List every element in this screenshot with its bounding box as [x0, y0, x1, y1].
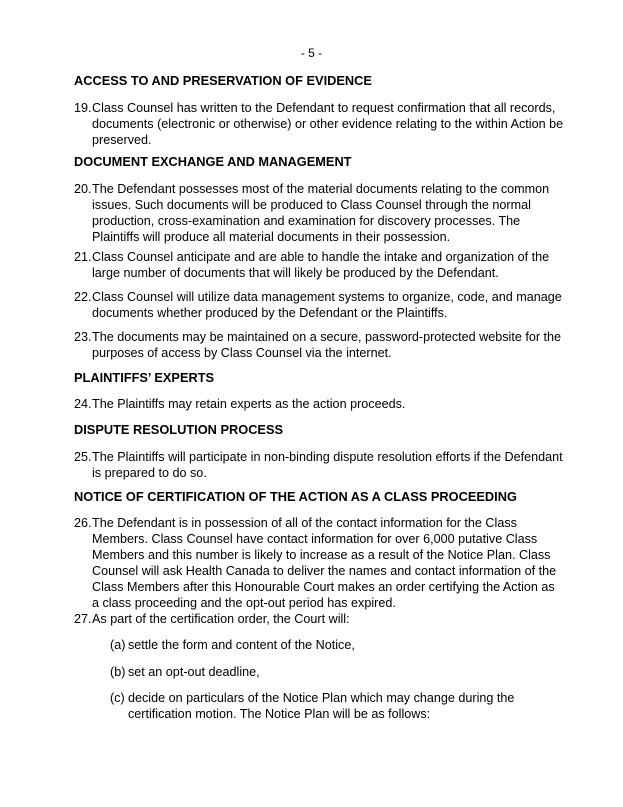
subitem-b [110, 664, 530, 680]
subitem-label: (b) [110, 665, 126, 679]
section-heading-document-exchange: DOCUMENT EXCHANGE AND MANAGEMENT [74, 154, 352, 169]
paragraph-number: 25. [74, 450, 92, 464]
paragraph-20 [74, 181, 564, 245]
paragraph-27 [74, 611, 564, 627]
page-number: - 5 - [300, 46, 323, 60]
paragraph-text: The Plaintiffs will participate in non-binding dispute resolution efforts if the Defendant is prepared to do so. [92, 450, 563, 480]
paragraph-number: 20. [74, 182, 92, 196]
paragraph-text: The Defendant is in possession of all of the contact information for the Class Members. Class Counsel have contact information for over 6,000 putative Class Members and this number is likely to increase as a result of the Notice Plan. Class Counsel will ask Health Canada to deliver the names and contact information of the Class Members after this Honourable Court makes an order certifying the Action as a class proceeding and the opt-out period has expired. [92, 516, 557, 610]
paragraph-text: Class Counsel has written to the Defendant to request confirmation that all records, documents (electronic or otherwise) or other evidence relating to the within Action be preserved. [92, 101, 564, 147]
paragraph-text: As part of the certification order, the Court will: [92, 612, 350, 626]
paragraph-23 [74, 329, 564, 361]
subitem-c [110, 690, 530, 722]
paragraph-19 [74, 100, 564, 148]
paragraph-number: 24. [74, 397, 92, 411]
paragraph-number: 27. [74, 612, 92, 626]
paragraph-text: The documents may be maintained on a secure, password-protected website for the purposes of access by Class Counsel via the internet. [92, 330, 562, 360]
paragraph-24 [74, 396, 564, 412]
paragraph-text: Class Counsel anticipate and are able to handle the intake and organization of the large number of documents that will likely be produced by the Defendant. [92, 250, 550, 280]
paragraph-text: The Defendant possesses most of the material documents relating to the common issues. Such documents will be produced to Class Counsel through the normal production, cross-examination and examination for discovery processes. The Plaintiffs will produce all material documents in their possession. [92, 182, 550, 244]
paragraph-number: 23. [74, 330, 92, 344]
paragraph-text: Class Counsel will utilize data management systems to organize, code, and manage documents whether produced by the Defendant or the Plaintiffs. [92, 290, 562, 320]
subitem-text: settle the form and content of the Notice, [128, 638, 355, 652]
subitem-a [110, 637, 530, 653]
paragraph-25 [74, 449, 564, 481]
subitem-text: decide on particulars of the Notice Plan which may change during the certification motion. The Notice Plan will be as follows: [128, 691, 515, 721]
subitem-label: (a) [110, 638, 126, 652]
subitem-label: (c) [110, 691, 125, 705]
paragraph-number: 26. [74, 516, 92, 530]
paragraph-number: 22. [74, 290, 92, 304]
paragraph-21 [74, 249, 564, 281]
section-heading-dispute-resolution: DISPUTE RESOLUTION PROCESS [74, 422, 284, 437]
section-heading-notice-of-certification: NOTICE OF CERTIFICATION OF THE ACTION AS A CLASS PROCEEDING [74, 489, 517, 504]
paragraph-number: 19. [74, 101, 92, 115]
paragraph-number: 21. [74, 250, 92, 264]
section-heading-plaintiffs-experts: PLAINTIFFS’ EXPERTS [74, 370, 215, 385]
paragraph-text: The Plaintiffs may retain experts as the action proceeds. [92, 397, 406, 411]
paragraph-26 [74, 515, 564, 611]
paragraph-22 [74, 289, 564, 321]
subitem-text: set an opt-out deadline, [128, 665, 260, 679]
section-heading-evidence: ACCESS TO AND PRESERVATION OF EVIDENCE [74, 73, 372, 88]
